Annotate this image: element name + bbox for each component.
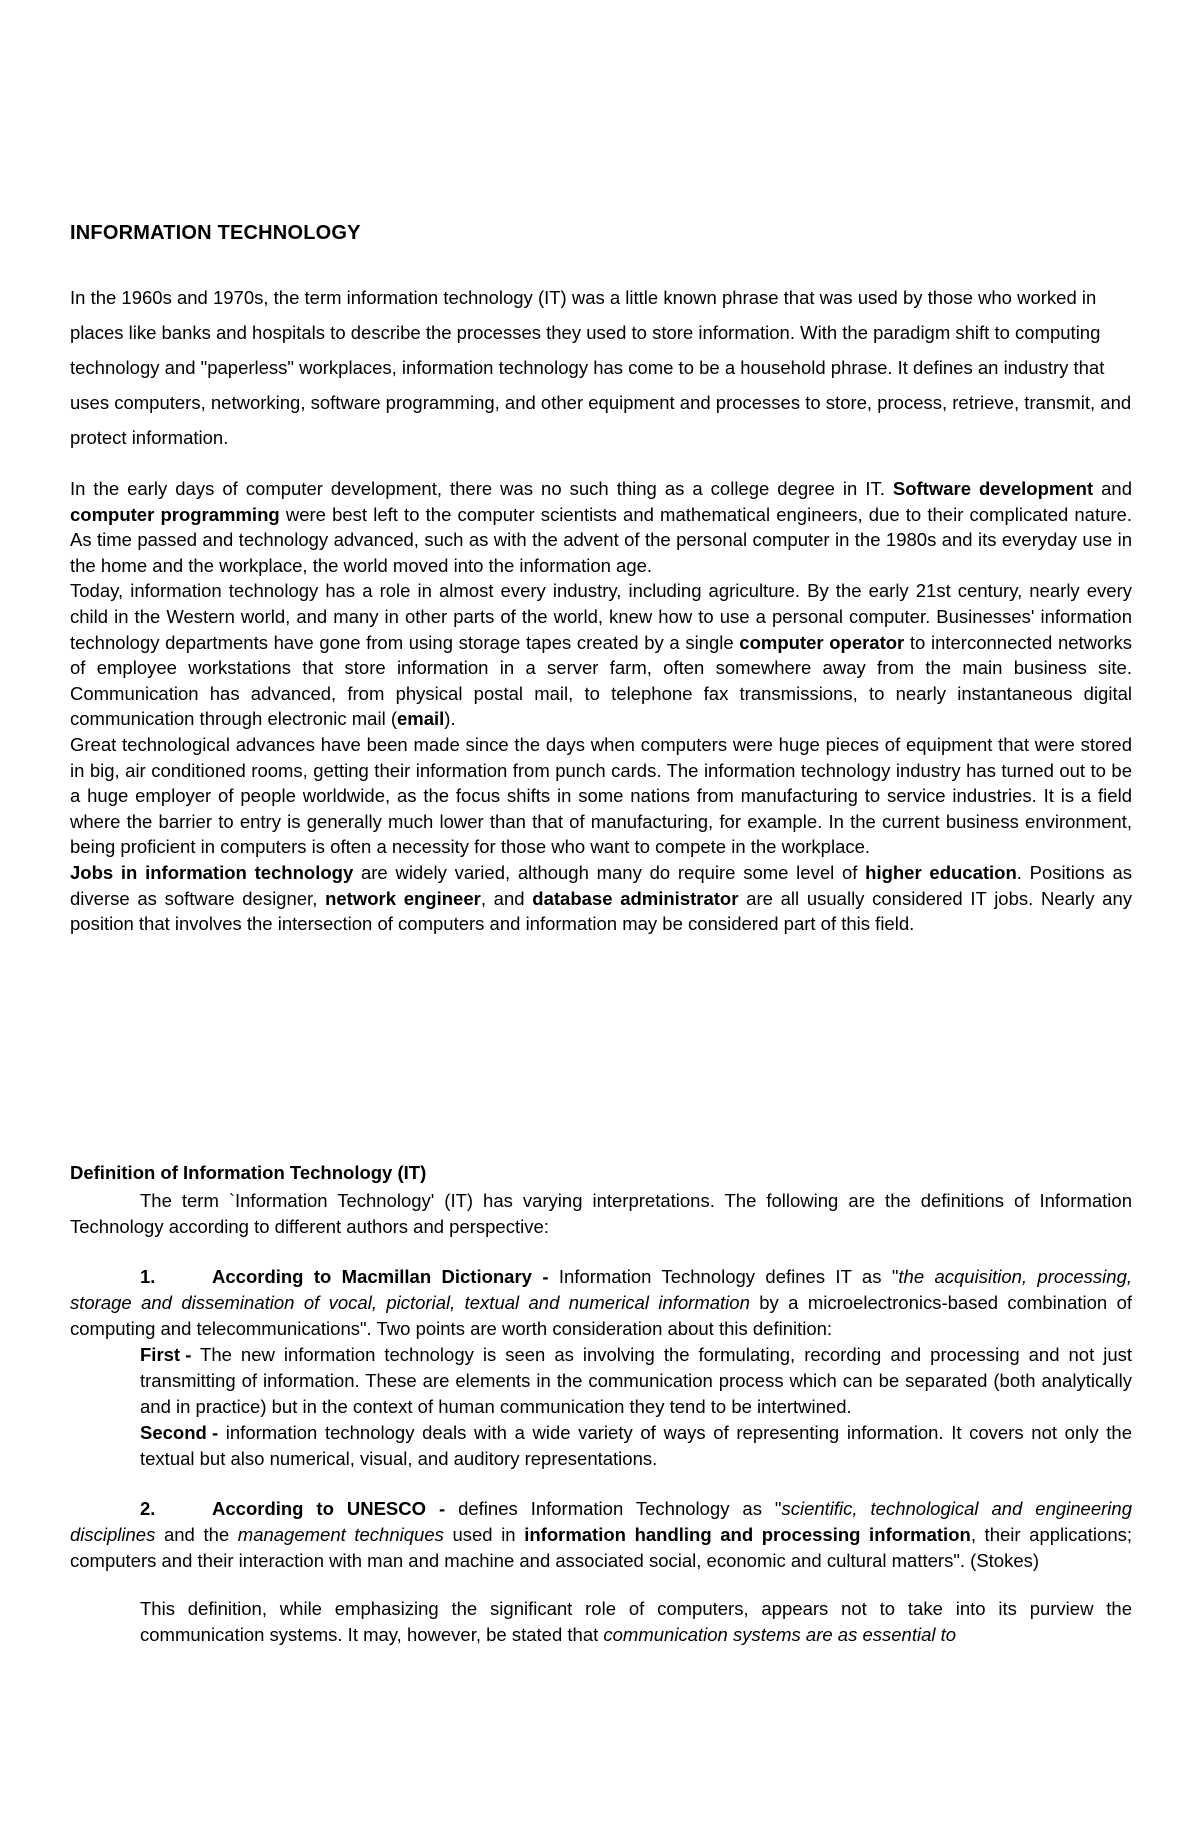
paragraph-jobs: Jobs in information technology are widely varied, although many do require some level of higher education. Positions as diverse as software designer, network engineer, and database administrator are all usually considered IT jobs. Nearly any position that involves the intersection of computers and information may be considered part of this field. [70,861,1133,935]
term-database-administrator: database administrator [532,887,739,909]
point-label: Second - [140,1422,219,1443]
document-title: INFORMATION TECHNOLOGY [70,222,361,244]
definitions-intro: The term `Information Technology' (IT) has varying interpretations. The following are the definitions of Information Technology according to different authors and perspective: [70,1190,1132,1237]
item-number: 1. [140,1266,156,1287]
term-network-engineer: network engineer [325,887,481,909]
item-source: According to Macmillan Dictionary - [212,1266,549,1287]
term-jobs-in-it: Jobs in information technology [70,861,354,883]
paragraph-today: Today, information technology has a role in almost every industry, including agriculture. By the early 21st century, nearly every child in the Western world, and many in other parts of the world, knew how to use a personal computer. Businesses' information technology departments have gone from using storage tapes created by a single computer operator to interconnected networks of employee workstations that store information in a server farm, often somewhere away from the main business site. Communication has advanced, from physical postal mail, to telephone fax transmissions, to nearly instantaneous digital communication through electronic mail (email). [70,580,1132,730]
closing-paragraph: This definition, while emphasizing the significant role of computers, appears not to take into its purview the communication systems. It may, however, be stated that communication systems are as essential to [140,1598,1132,1645]
term-computer-operator: computer operator [739,631,905,653]
definition-point-second: Second - information technology deals with a wide variety of ways of representing information. It covers not only the textual but also numerical, visual, and auditory representations. [140,1422,1132,1469]
definition-item-unesco: 2. According to UNESCO - defines Information Technology as "scientific, technological and engineering disciplines and the management techniques used in information handling and processing information, their applications; computers and their interaction with man and machine and associated social, economic and cultural matters". (Stokes) [70,1498,1133,1571]
body-section [70,476,1132,937]
term-software-development: Software development [892,478,1094,499]
term-information-handling: information handling and processing information [524,1524,971,1545]
definitions-heading: Definition of Information Technology (IT) [70,1162,427,1183]
term-computer-programming: computer programming [70,503,280,525]
item-number: 2. [140,1498,156,1519]
paragraph-early-days: In the early days of computer development, there was no such thing as a college degree in IT. Software development and computer programming were best left to the computer scientists and mathematical engineers, due to their complicated nature. As time passed and technology advanced, such as with the advent of the personal computer in the 1980s and its everyday use in the home and the workplace, the world moved into the information age. [70,478,1132,576]
item-source: According to UNESCO - [212,1498,446,1519]
item-quote: the acquisition, processing, storage and dissemination of vocal, pictorial, textual and numerical information [70,1266,1133,1313]
term-email: email [396,708,445,730]
point-label: First - [140,1344,192,1365]
paragraph-advances: Great technological advances have been made since the days when computers were huge pieces of equipment that were stored in big, air conditioned rooms, getting their information from punch cards. The information technology industry has turned out to be a huge employer of people worldwide, as the focus shifts in some nations from manufacturing to service industries. It is a field where the barrier to entry is generally much lower than that of manufacturing, for example. In the current business environment, being proficient in computers is often a necessity for those who want to compete in the workplace. [70,733,1132,858]
definition-item-macmillan: 1. According to Macmillan Dictionary - Information Technology defines IT as "the acquisition, processing, storage and dissemination of vocal, pictorial, textual and numerical information by a microelectronics-based combination of computing and telecommunications". Two points are worth consideration about this definition: [70,1266,1133,1339]
definition-point-first: First - The new information technology is seen as involving the formulating, recording and processing and not just transmitting of information. These are elements in the communication process which can be separated (both analytically and in practice) but in the context of human communication they tend to be intertwined. [140,1344,1132,1417]
definitions-section [70,1188,1132,1648]
term-higher-education: higher education [865,861,1017,883]
intro-paragraph: In the 1960s and 1970s, the term information technology (IT) was a little known phrase that was used by those who worked in places like banks and hospitals to describe the processes they used to store information. With the paradigm shift to computing technology and "paperless" workplaces, information technology has come to be a household phrase. It defines an industry that uses computers, networking, software programming, and other equipment and processes to store, process, retrieve, transmit, and protect information. [70,287,1132,448]
